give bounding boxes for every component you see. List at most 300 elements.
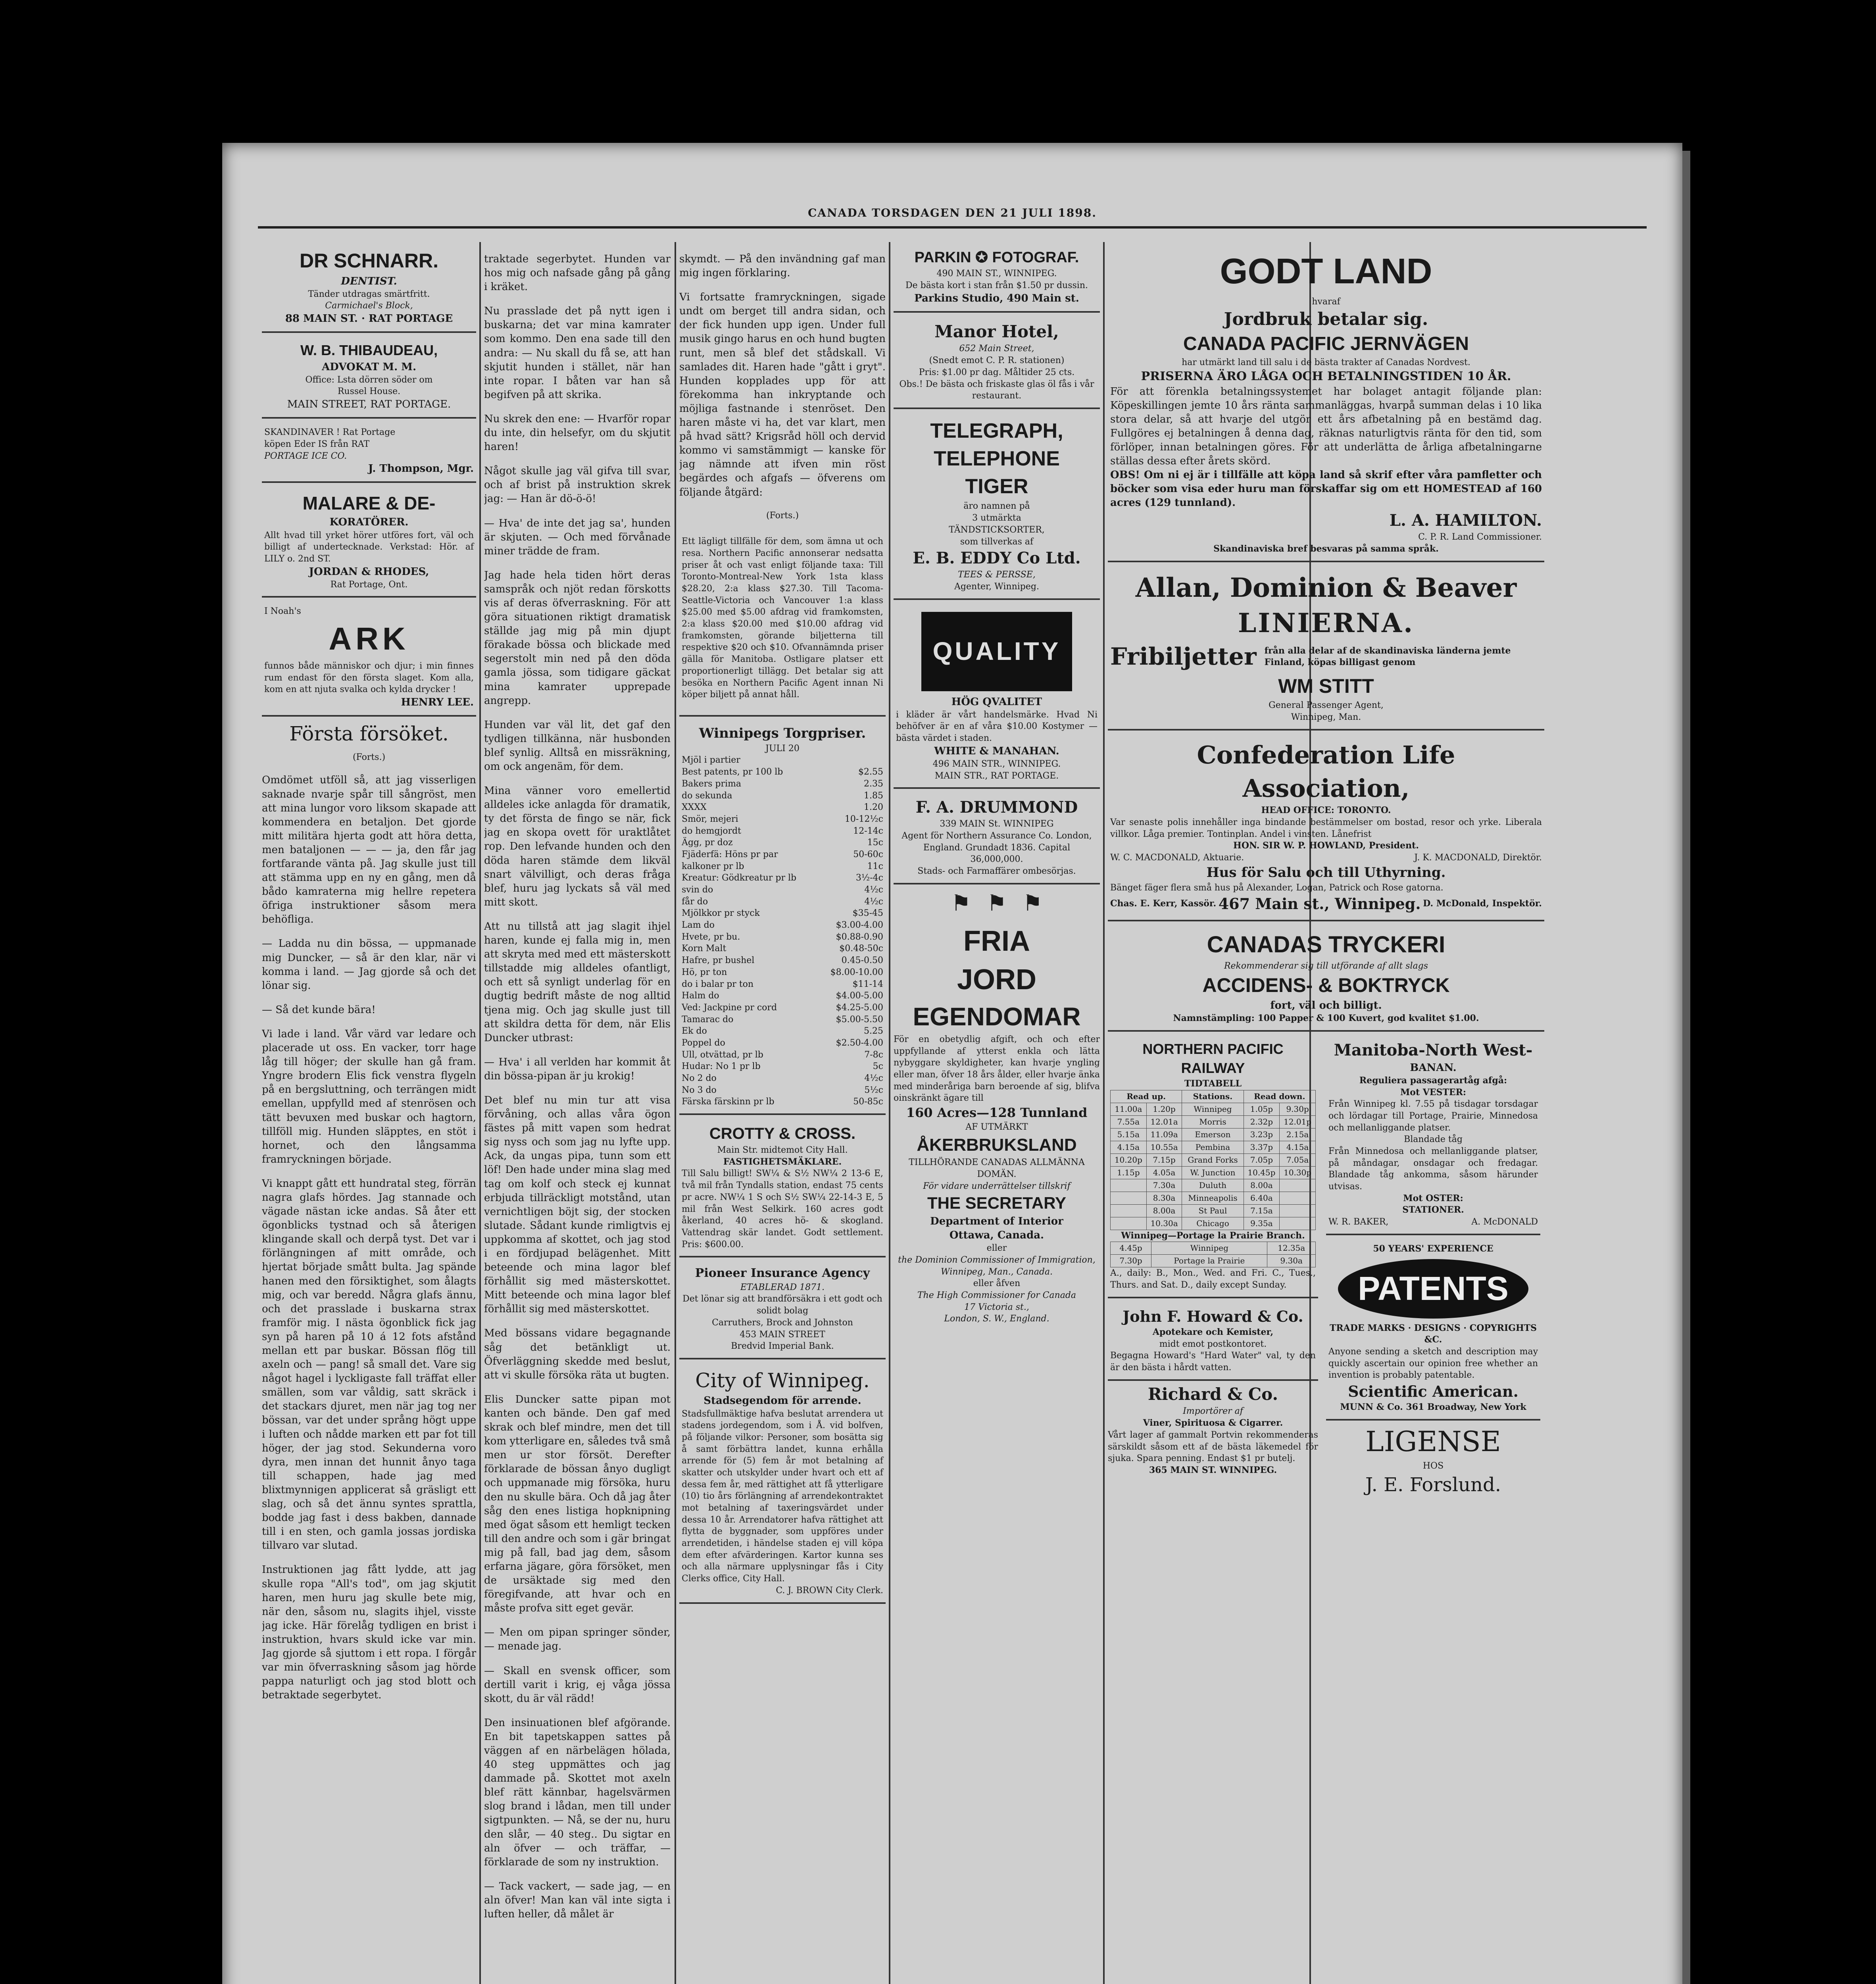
- ad-tryckeri: [1108, 924, 1544, 1032]
- price-item: do i balar pr ton: [682, 979, 754, 989]
- price-row: [682, 825, 883, 837]
- column-4: [894, 242, 1100, 1984]
- ad-text: STATIONER.: [1402, 1205, 1464, 1215]
- table-cell: 2.32p: [1244, 1115, 1280, 1128]
- table-cell: 8.30a: [1146, 1192, 1182, 1204]
- ad-title: LIGENSE: [1365, 1425, 1501, 1458]
- price-item: Hö, pr ton: [682, 967, 727, 977]
- column-3: [679, 242, 886, 1984]
- table-cell: [1280, 1192, 1316, 1204]
- price-item: kalkoner pr lb: [682, 861, 744, 871]
- price-item: Ved: Jackpine pr cord: [682, 1002, 777, 1013]
- price-item: XXXX: [682, 802, 707, 813]
- story-title: Första försöket.: [289, 722, 449, 746]
- ad-title: GODT LAND: [1220, 252, 1432, 291]
- ad-signature: Winnipeg, Man.: [1291, 712, 1361, 723]
- ad-signature: C. J. BROWN City Clerk.: [776, 1585, 883, 1596]
- ad-title: Manor Hotel,: [934, 321, 1059, 341]
- ad-title: Confederation Life Association,: [1197, 740, 1455, 803]
- table-cell: 7.05a: [1280, 1153, 1316, 1166]
- table-cell: 8.00a: [1244, 1179, 1280, 1192]
- price-value: $0.88-0.90: [836, 932, 883, 942]
- price-row: [682, 1002, 883, 1014]
- ad-text: För att förenkla betalningssystemet har bolaget antagit följande plan: Köpeskillingen jemte 10 års ränta sammanläggas, hvarpå summan delas i 10 lika stora delar, så att hvarje del utgör ett års afbetalning på en bestämd dag. Fullgöres ej betalningen å denna dag, räknas naturligtvis ränta för den tid, som förlöper, innan betalningen göres. För att underlätta de årliga afbetalningarne ställas dessa efter årets skörd.: [1110, 385, 1542, 467]
- table-row: [1111, 1192, 1316, 1204]
- ad-subtitle: HEAD OFFICE: TORONTO.: [1261, 805, 1391, 816]
- top-rule: [258, 226, 1647, 229]
- table-row: [1111, 1153, 1316, 1166]
- ad-text: Office: Lsta dörren söder om: [305, 375, 433, 385]
- ad-title: FRIA: [963, 925, 1030, 957]
- ad-subtitle: midt emot postkontoret.: [1159, 1339, 1267, 1349]
- ad-title: City of Winnipeg.: [695, 1369, 870, 1392]
- story-paragraph: — Hva' i all verlden har kommit åt din bössa-pipan är ju krokig!: [484, 1056, 671, 1082]
- ad-text: Anyone sending a sketch and description may quickly ascertain our opinion free whether an invention is probably patentable.: [1328, 1346, 1538, 1380]
- price-row: [682, 884, 883, 896]
- price-item: Tamarac do: [682, 1014, 734, 1025]
- price-row: [682, 990, 883, 1002]
- ad-title: CANADAS TRYCKERI: [1207, 931, 1445, 957]
- price-row: [682, 1025, 883, 1037]
- ad-address: MAIN STR., RAT PORTAGE.: [934, 771, 1059, 781]
- ad-text: Pris: $1.00 pr dag. Måltider 25 cts.: [919, 367, 1075, 377]
- price-item: Halm do: [682, 991, 719, 1001]
- table-cell: [1280, 1204, 1316, 1217]
- story-paragraph: Med bössans vidare begagnande såg det betänkligt ut. Öfverläggning skedde med beslut, att vi skulle försöka räta ut bugten.: [484, 1327, 671, 1381]
- story-paragraph: — Tack vackert, — sade jag, — en aln öfver! Man kan väl inte sigta i luften heller, då målet är: [484, 1880, 671, 1921]
- ad-licens: [1326, 1423, 1540, 1498]
- ad-text: Agent för Northern Assurance Co. London, England. Grundadt 1836. Capital 36,000,000.: [901, 831, 1092, 865]
- market-prices: [679, 719, 886, 1115]
- price-item: Korn Malt: [682, 944, 727, 954]
- notice-text: Ett lägligt tillfälle för dem, som ämna ut och resa. Northern Pacific annonserar nedsatta priser åt och vast enligt följande taxa: Till Toronto-Montreal-New York 1sta klass $28.20, 2:a klass $27.30. Till Tacoma-Seattle-Victoria och Vancouver 1:a klass $25.00 med $5.00 afdrag vid framkomsten, 2:a klass $20.00 med $10.00 afdrag vid framkomsten, görande biljetterna till respektive $20 och $10. Ofvannämnda priser gälla för Manitoba. Ostligare platser ett proportionerligt tillägg. Det betalar sig att besöka en Northern Pacific Agent innan Ni köper biljett på annat håll.: [682, 536, 883, 700]
- price-value: 4½c: [864, 896, 883, 907]
- price-row: [682, 931, 883, 943]
- ad-title: LINIERNA.: [1238, 607, 1415, 638]
- table-cell: 9.30p: [1280, 1103, 1316, 1115]
- story-paragraph: Instruktionen jag fått lydde, att jag skulle ropa "All's tod", om jag skjutit haren, men huru jag skulle bete mig, när den, såsom nu, slagits ihjel, visste jag icke. Här förelåg tydligen en brist i instruktion, hvars skuld icke var min. Jag gjorde så sjuttom i ett ropa. I förgår var min öfverraskning såsom jag hörde pappa naturligt och jag stod blott och betraktade segerbytet.: [262, 1564, 476, 1701]
- price-row: [682, 1073, 883, 1084]
- ad-text: Mot VESTER:: [1400, 1087, 1467, 1098]
- timetable-body: [1111, 1103, 1316, 1230]
- ad-title: DR SCHNARR.: [300, 250, 438, 272]
- table-row: [1111, 1103, 1316, 1115]
- ad-title: ÅKERBRUKSLAND: [917, 1135, 1077, 1155]
- story-paragraph: Mina vänner voro emellertid alldeles icke anlagda för dramatik, ty det första de fingo se när, fick jag en skopa ovett för uraktlåtet rop. Den lefvande hunden och den döda haren stämde dem likväl snart välvilligt, och deras fråga blef, huru jag lyckats så väl med mitt skott.: [484, 785, 671, 908]
- ad-text: W. C. MACDONALD, Aktuarie.: [1110, 852, 1244, 863]
- ad-text: The High Commissioner for Canada: [917, 1290, 1076, 1301]
- table-cell: 4.45p: [1111, 1242, 1151, 1255]
- table-cell: 1.20p: [1146, 1103, 1182, 1115]
- table-cell: Winnipeg: [1182, 1103, 1244, 1115]
- manitoba-signatures: [1328, 1216, 1538, 1228]
- ad-title: WHITE & MANAHAN.: [934, 745, 1059, 757]
- ad-title: CANADA PACIFIC JERNVÄGEN: [1183, 333, 1469, 354]
- ad-text: HON. SIR W. P. HOWLAND, President.: [1233, 840, 1419, 851]
- ad-text: Mot OSTER:: [1403, 1193, 1463, 1203]
- ad-text: 17 Victoria st.,: [964, 1302, 1029, 1312]
- ad-drummond: [894, 791, 1100, 884]
- ad-subtitle: Importörer af: [1183, 1406, 1243, 1417]
- ad-signature: J. E. Forslund.: [1365, 1474, 1501, 1496]
- price-value: 10-12½c: [844, 814, 883, 824]
- price-value: 1.20: [864, 802, 883, 813]
- price-row: [682, 1049, 883, 1061]
- ad-title: MALARE & DE-: [302, 493, 436, 514]
- table-cell: 1.05p: [1244, 1103, 1280, 1115]
- ad-signature: L. A. HAMILTON.: [1389, 511, 1542, 530]
- story-paragraph: Hunden var väl lit, det gaf den tydligen tillkänna, när husbonden blef synlig. Alltså en missräkning, om ock angenäm, för dem.: [484, 719, 671, 773]
- ad-subtitle: 50 YEARS' EXPERIENCE: [1373, 1243, 1493, 1254]
- ad-signature: C. P. R. Land Commissioner.: [1418, 532, 1542, 542]
- table-cell: 8.00a: [1146, 1204, 1182, 1217]
- timetable-title: Winnipeg—Portage la Prairie Branch.: [1121, 1230, 1305, 1241]
- table-cell: 7.55a: [1111, 1115, 1147, 1128]
- ad-text: äro namnen på: [963, 501, 1030, 511]
- table-header: Read up.: [1111, 1090, 1182, 1103]
- price-item: svin do: [682, 885, 713, 895]
- story-paragraph: traktade segerbytet. Hunden var hos mig och nafsade gång på gång i kräket.: [484, 253, 671, 293]
- ad-title: HÖG QVALITET: [951, 696, 1042, 708]
- timetable-body: [1111, 1242, 1316, 1267]
- story-continued: (Forts.): [766, 510, 799, 521]
- price-row: [682, 766, 883, 778]
- price-value: 3½-4c: [855, 873, 883, 883]
- ad-pioneer: [679, 1260, 886, 1359]
- column-5: [1108, 242, 1544, 1984]
- ad-northern-pacific: [1108, 1034, 1318, 1298]
- table-cell: Emerson: [1182, 1128, 1244, 1141]
- story-paragraph: — Ladda nu din bössa, — uppmanade mig Duncker, — så är den klar, när vi komma i land. — Jag gjorde så och det lönar sig.: [262, 938, 476, 992]
- table-cell: Duluth: [1182, 1179, 1244, 1192]
- table-row: [1111, 1255, 1316, 1267]
- price-value: 15c: [867, 838, 883, 848]
- ad-text: Carmichael's Block,: [325, 301, 413, 311]
- table-cell: [1280, 1217, 1316, 1230]
- price-row: [682, 861, 883, 873]
- story-paragraph: Elis Duncker satte pipan mot kanten och bände. Den gaf med skrak och blef mindre, men det till kom ytterligare en, således två små men ur stor försöt. Derefter förklarade de bössan ånyo dugligt och uppmanade mig försöka, huru den nu skulle bära. Och då jag åter såg den enes listiga hopknipning med ögat såsom ett hemligt tecken till den andre och som i gär bringat mig på fall, bad jag dem, såsom erfarna jägare, göra försöket, men de ursäktade sig med den föregifvande, att hvar och en måste profva sitt eget gevär.: [484, 1393, 671, 1615]
- ad-title: PARKIN ✪ FOTOGRAF.: [914, 249, 1079, 266]
- table-cell: 11.00a: [1111, 1103, 1147, 1115]
- table-cell: Pembina: [1182, 1141, 1244, 1153]
- price-value: 50-85c: [853, 1097, 883, 1107]
- story: [262, 721, 476, 1702]
- ad-title: Allan, Dominion & Beaver: [1135, 572, 1517, 603]
- column-2: [484, 242, 671, 1984]
- ad-subtitle: Department of Interior: [930, 1215, 1063, 1228]
- price-value: $8.00-10.00: [830, 967, 883, 977]
- table-cell: 7.30p: [1111, 1255, 1151, 1267]
- ad-malare: [262, 485, 476, 598]
- ad-signature: HENRY LEE.: [401, 696, 474, 709]
- ad-title: John F. Howard & Co.: [1123, 1307, 1303, 1325]
- ad-title: E. B. EDDY Co Ltd.: [913, 549, 1081, 568]
- ad-text: Winnipeg, Man., Canada.: [940, 1267, 1053, 1277]
- ad-text: Blandade tåg: [1404, 1134, 1463, 1145]
- table-row: [1111, 1242, 1316, 1255]
- price-item: Färska färskinn pr lb: [682, 1097, 775, 1107]
- ad-godt-land: [1108, 242, 1544, 562]
- price-value: 4½c: [864, 1073, 883, 1084]
- timetable: [1110, 1090, 1316, 1230]
- table-cell: 12.01p: [1280, 1115, 1316, 1128]
- notice-northern-pacific: [679, 521, 886, 717]
- price-value: $35-45: [852, 908, 883, 919]
- price-row: [682, 1037, 883, 1049]
- ad-signature: A. McDONALD: [1471, 1217, 1538, 1227]
- story-paragraph: Den insinuationen blef afgörande. En bit tapetskappen sattes på väggen af en närbelägen hölada, 40 steg uppmättes och jag dammade på. Skottet mot axeln blef rätt kännbar, hagelsvärmen slog brand i lådan, men till under sigtpunkten. — Nå, se der nu, huru den slår, — 40 steg.. Du sigtar en aln öfver — och träffar, — förklarade de som ny instruktion.: [484, 1717, 671, 1868]
- table-row: [1111, 1217, 1316, 1230]
- ad-title: F. A. DRUMMOND: [915, 798, 1078, 817]
- price-row: [682, 813, 883, 825]
- column-1: [262, 242, 476, 1984]
- price-row: [682, 778, 883, 790]
- table-cell: 10.30p: [1280, 1166, 1316, 1179]
- story-paragraph: Jag hade hela tiden hört deras samspråk och njöt redan förskotts vis af deras öfverraskning. För att göra situationen riktigt dramatisk ställde jag mig på min djupt förakade bössa och blickade med segerstolt min ned på den döda gamla jössa, som tidigare gäckat mina kamrater upprepade angrepp.: [484, 569, 671, 707]
- table-row: [1111, 1115, 1316, 1128]
- story-paragraph: Nu skrek den ene: — Hvarför ropar du inte, din helsefyr, om du skjutit haren!: [484, 413, 671, 453]
- ad-signature: General Passenger Agent,: [1269, 700, 1384, 711]
- story-paragraph: Att nu tillstå att jag slagit ihjel haren, kunde ej falla mig in, men att skryta med med ett mästerskott tillstadde mig alldeles ofantligt, och ett så synligt underlag för en dugtig bedrift måste de nog alltid tjena mig. Och jag skulle just till att skildra detta för dem, när Elis Duncker utbrast:: [484, 920, 671, 1044]
- ad-text: från alla delar af de skandinaviska länderna jemte Finland, köpas billigast genom: [1264, 645, 1511, 668]
- ad-text: Vårt lager af gammalt Portvin rekommenderas särskildt såsom ett af de bästa läkemedel för sjuka. Spara penning. Endast $1 pr butelj.: [1108, 1430, 1318, 1464]
- table-header: Stations.: [1182, 1090, 1244, 1103]
- table-cell: 9.35a: [1244, 1217, 1280, 1230]
- table-cell: [1280, 1179, 1316, 1192]
- ad-subtitle: Viner, Spirituosa & Cigarrer.: [1143, 1418, 1283, 1428]
- table-cell: 7.05p: [1244, 1153, 1280, 1166]
- ad-text: Begagna Howard's "Hard Water" val, ty den är den bästa i hårdt vatten.: [1110, 1351, 1316, 1373]
- ad-text: hvaraf: [1312, 296, 1340, 307]
- ad-text: Agenter, Winnipeg.: [954, 581, 1039, 592]
- ad-subtitle: KORATÖRER.: [329, 516, 409, 529]
- table-cell: 7.30a: [1146, 1179, 1182, 1192]
- ad-address: MUNN & Co. 361 Broadway, New York: [1340, 1402, 1526, 1413]
- table-row: [1111, 1204, 1316, 1217]
- price-row: [682, 967, 883, 979]
- ad-free-land: [894, 888, 1100, 1325]
- table-cell: 10.30a: [1146, 1217, 1182, 1230]
- ad-allan-line: [1108, 565, 1544, 731]
- story-paragraph: Vi fortsatte framryckningen, sigade undt om berget till andra sidan, och der fick hunden upp igen. Under full musik gingo harus en och hund bugten runt, men så blef det stådskall. Vi samlades dit. Haren hade "gått i gryt". Hunden kopplades upp för att förekomma han inkryptande och möjliga fastnande i stenröset. Den haren måste vi ha, det var klart, men på hvad sätt? Krigsråd höll och dervid kommo vi samstämmigt — kanske för jag nämnde att ifven min röst begärdes och afgafs — öfverens om följande åtgärd:: [679, 291, 886, 498]
- price-value: $3.00-4.00: [836, 920, 883, 930]
- column-divider: [675, 242, 676, 1984]
- ad-ark: [262, 600, 476, 717]
- ad-subtitle: ADVOKAT M. M.: [321, 361, 417, 373]
- price-row: [682, 907, 883, 919]
- ad-text: Från Minnedosa och mellanliggande platser, på måndagar, onsdagar och fredagar. Blandade tåg ankomma, såsom härunder utvisas.: [1328, 1146, 1538, 1192]
- price-item: Ägg, pr doz: [682, 838, 733, 848]
- ad-subtitle: Ottawa, Canada.: [949, 1229, 1044, 1242]
- ad-text: Tänder utdragas smärtfritt.: [308, 289, 430, 299]
- price-row: [682, 790, 883, 802]
- flag-icon: ⚑: [951, 890, 971, 916]
- ad-text: SKANDINAVER ! Rat Portage: [264, 427, 396, 438]
- price-item: Kreatur: Gödkreatur pr lb: [682, 873, 797, 883]
- conf-footer: [1110, 894, 1542, 914]
- price-row: [682, 943, 883, 955]
- ad-text: Stads- och Farmaffärer ombesörjas.: [917, 866, 1076, 876]
- ad-text: 3 utmärkta: [972, 513, 1021, 523]
- ad-title: CROTTY & CROSS.: [709, 1125, 856, 1143]
- ad-subtitle: Jordbruk betalar sig.: [1224, 309, 1428, 330]
- ad-text: PORTAGE ICE CO.: [264, 451, 347, 461]
- subcolumn-left: [1108, 1034, 1318, 1498]
- ad-text: Skandinaviska bref besvaras på samma språk.: [1213, 544, 1439, 554]
- price-row: [682, 1014, 883, 1026]
- bottom-right-area: [1108, 1034, 1544, 1498]
- price-item: Smör, mejeri: [682, 814, 738, 824]
- table-cell: 11.09a: [1146, 1128, 1182, 1141]
- table-cell: 5.15a: [1111, 1128, 1147, 1141]
- ad-title: Manitoba-North West-: [1334, 1040, 1533, 1059]
- price-row: [682, 919, 883, 931]
- np-logo-part: RAILWAY: [1181, 1060, 1245, 1077]
- ad-title: ARK: [329, 621, 409, 657]
- price-item: Lam do: [682, 920, 715, 930]
- price-row: [682, 754, 883, 766]
- story-paragraph: — Så det kunde bära!: [262, 1004, 376, 1016]
- ad-title: Pioneer Insurance Agency: [695, 1266, 870, 1280]
- table-cell: 9.30a: [1267, 1255, 1316, 1267]
- ad-richard: [1108, 1383, 1318, 1476]
- ad-address: 652 Main Street,: [959, 344, 1034, 354]
- ad-subtitle: BANAN.: [1410, 1061, 1457, 1074]
- ad-subtitle: TEES & PERSSE,: [958, 570, 1036, 580]
- price-row: [682, 1096, 883, 1108]
- story-paragraph: Nu prasslade det på nytt igen i buskarna; det var mina kamrater som kommo. Den ena sade till den andra: — Nu skall du få se, att han skjutit hunden i stället, när han inte ropar. I båten var han så begifven på att skrika.: [484, 305, 671, 401]
- price-value: 1.85: [864, 790, 883, 801]
- ad-text: TÄNDSTICKSORTER,: [949, 525, 1045, 535]
- prices-date: JULI 20: [765, 743, 800, 754]
- price-item: Hvete, pr bu.: [682, 932, 740, 942]
- table-cell: 10.20p: [1111, 1153, 1147, 1166]
- table-cell: 4.15a: [1280, 1141, 1316, 1153]
- price-item: får do: [682, 896, 708, 907]
- ad-title: TELEPHONE: [934, 447, 1060, 471]
- story-paragraph: Omdömet utföll så, att jag visserligen saknade nvarje spår till sångröst, men att mina lungor voro liksom skapade att kommendera en betaljon. Det gjorde mitt militära hjerta godt att höra detta, men bataljonen — — — ja, den får jag fortfarande vänta på. Jag skulle just till att stämma upp en ny en gång, men då bådo kamraterna mig hellre repetera öfriga instruktioner såsom mera behöfliga.: [262, 774, 476, 926]
- ad-text: Allt hvad till yrket hörer utföres fort, väl och billigt af undertecknade. Verkstad: Hör. af LILY o. 2nd ST.: [264, 530, 474, 564]
- ad-text: Obs.! De bästa och friskaste glas öl fås i vår restaurant.: [899, 379, 1094, 401]
- ad-text: Bänget fäger flera små hus på Alexander, Logan, Patrick och Rose gatorna.: [1110, 882, 1444, 893]
- ad-signature: J. Thompson, Mgr.: [368, 463, 474, 475]
- table-row: [1111, 1128, 1316, 1141]
- table-cell: 12.01a: [1146, 1115, 1182, 1128]
- ad-text: För en obetydlig afgift, och och efter uppfyllande af ytterst enkla och lätta nybyggare skyldigheter, kan hvarje yngling eller man, öfver 18 års ålder, eller hvarje änka med minderåriga barn beroende af sig, blifva oinskränkt ägare till: [894, 1034, 1100, 1104]
- price-value: 0.45-0.50: [841, 955, 883, 966]
- ad-title: Scientific American.: [1348, 1382, 1518, 1400]
- table-cell: [1111, 1179, 1147, 1192]
- ad-text: eller: [986, 1243, 1007, 1253]
- ad-text: i kläder är vårt handelsmärke. Hvad Ni behöfver är en af våra $10.00 Kostymer — bästa värdet i staden.: [896, 709, 1098, 744]
- ad-text: De bästa kort i stan från $1.50 pr dussin.: [905, 280, 1088, 290]
- story-continued: (Forts.): [352, 752, 386, 762]
- price-value: $11-14: [852, 979, 883, 989]
- ad-title: EGENDOMAR: [913, 1002, 1081, 1031]
- table-cell: 12.35a: [1267, 1242, 1316, 1255]
- ad-title: TELEGRAPH,: [930, 419, 1063, 442]
- table-cell: 10.45p: [1244, 1166, 1280, 1179]
- price-row: [682, 802, 883, 813]
- table-cell: [1111, 1217, 1147, 1230]
- ad-subtitle: Main Str. midtemot City Hall.: [717, 1145, 848, 1155]
- ad-title: ACCIDENS- & BOKTRYCK: [1202, 974, 1450, 996]
- price-row: [682, 1061, 883, 1073]
- fribiljetter-row: [1110, 641, 1542, 673]
- ad-address: 339 MAIN St. WINNIPEG: [940, 819, 1054, 829]
- ad-text: Carruthers, Brock and Johnston: [712, 1317, 853, 1328]
- price-item: Ek do: [682, 1026, 707, 1036]
- ad-text: London, S. W., England.: [944, 1314, 1049, 1324]
- price-value: 5.25: [864, 1026, 883, 1036]
- ad-text: (Snedt emot C. P. R. stationen): [929, 356, 1065, 366]
- ad-quality: [894, 602, 1100, 789]
- price-item: Mjöl i partier: [682, 755, 740, 765]
- ad-text: som tillverkas af: [960, 536, 1034, 547]
- story-paragraph: — Skall en svensk officer, som dertill varit i krig, ej våga jössa skott, du är väl rädd!: [484, 1665, 671, 1705]
- story-paragraph: — Men om pipan springer sönder, — menade jag.: [484, 1626, 671, 1653]
- price-value: 4½c: [864, 885, 883, 895]
- ad-highlight: PRISERNA ÄRO LÅGA OCH BETALNINGSTIDEN 10 ÅR.: [1141, 369, 1511, 384]
- ad-ice: [262, 421, 476, 483]
- ad-confederation: [1108, 733, 1544, 921]
- quality-banner: QUALITY: [921, 612, 1072, 691]
- ad-subtitle: FASTIGHETSMÄKLARE.: [723, 1156, 842, 1167]
- ad-text: the Dominion Commissioner of Immigration,: [898, 1255, 1096, 1265]
- ad-title: THE SECRETARY: [927, 1194, 1067, 1213]
- price-item: Bakers prima: [682, 779, 742, 789]
- price-value: $4.00-5.00: [836, 991, 883, 1001]
- table-cell: [1111, 1204, 1147, 1217]
- price-item: Best patents, pr 100 lb: [682, 767, 783, 777]
- price-item: No 2 do: [682, 1073, 717, 1084]
- ad-text: Namnstämpling: 100 Papper & 100 Kuvert, god kvalitet $1.00.: [1173, 1013, 1479, 1024]
- column-divider: [479, 242, 481, 1984]
- ad-howard: [1108, 1301, 1318, 1381]
- table-cell: Minneapolis: [1182, 1192, 1244, 1204]
- price-item: No 3 do: [682, 1085, 717, 1095]
- ad-text: AF UTMÄRKT: [965, 1122, 1028, 1132]
- story-paragraph: Vi lade i land. Vår värd var ledare och placerade ut oss. En vacker, torr hage låg till höger; der skulle han gå fram. Yngre brodern Elis fick venstra flygeln på en bergsluttning, och terrängen midt emellan, uppfylld med af stenrösen och tätt bevuxen med buskar och hagtorn, tillföll mig. Hunden släpptes, en stöt i hornet, och den långsamma framryckningen började.: [262, 1028, 476, 1165]
- ad-address: Rat Portage, Ont.: [330, 579, 408, 590]
- price-item: Ull, otvättad, pr lb: [682, 1050, 763, 1060]
- table-cell: [1111, 1192, 1147, 1204]
- price-value: 2.35: [864, 779, 883, 789]
- ad-text: För vidare underrättelser tillskrif: [923, 1181, 1071, 1191]
- ad-text: har utmärkt land till salu i de bästa trakter af Canadas Nordvest.: [1182, 358, 1470, 368]
- prices-title: Winnipegs Torgpriser.: [699, 725, 866, 741]
- price-item: Fjäderfä: Höns pr par: [682, 849, 778, 859]
- story-paragraph: Det blef nu min tur att visa förvåning, och allas våra ögon fästes på mitt vapen som hedrat sig nyss och som jag nu lyfte upp. Ack, da ungas pipa, tunn som ett löf! Den hade under mina slag med tag om kolf och steck ej kunnat erbjuda tillräckligt motstånd, utan vernichtligen böjt sig, der stocken slutade. Sådant kunde rimligtvis ej uppkomma af skottet, och jag stod i en fördjupad belägenhet. Mitt beteende och mina lagor blef förhållit sig med mästerskottet. Mitt beteende och mina lagor blef förhållit sig med mästerskottet.: [484, 1094, 671, 1315]
- price-value: $2.55: [858, 767, 883, 777]
- ad-text: Russel House.: [337, 386, 401, 397]
- table-row: [1111, 1166, 1316, 1179]
- ad-thibaudeau: [262, 335, 476, 419]
- ad-text: OBS! Om ni ej är i tillfälle att köpa land så skrif efter våra pamfletter och böcker som visa eder huru man förskaffar sig om ett HOMESTEAD af 160 acres (129 tunnland).: [1110, 469, 1542, 509]
- ad-address: 453 MAIN STREET: [740, 1329, 825, 1340]
- ad-signature: Chas. E. Kerr, Kassör.: [1110, 898, 1217, 909]
- ad-address: 365 MAIN ST. WINNIPEG.: [1149, 1465, 1277, 1475]
- ad-title: Richard & Co.: [1148, 1384, 1278, 1404]
- table-row: [1111, 1141, 1316, 1153]
- table-cell: 3.37p: [1244, 1141, 1280, 1153]
- ad-address: 496 MAIN STR., WINNIPEG.: [932, 759, 1061, 769]
- story-paragraph: — Hva' de inte det jag sa', hunden är skjuten. — Och med förvånade miner trädde de fram.: [484, 517, 671, 557]
- newspaper-page: [222, 143, 1682, 1984]
- table-cell: 4.05a: [1146, 1166, 1182, 1179]
- story-paragraph: skymdt. — På den invändning gaf man mig ingen förklaring.: [679, 253, 886, 279]
- story-paragraph: Något skulle jag väl gifva till svar, och af brist på instruktion skrek jag: — Han är dö-ö-ö!: [484, 465, 671, 505]
